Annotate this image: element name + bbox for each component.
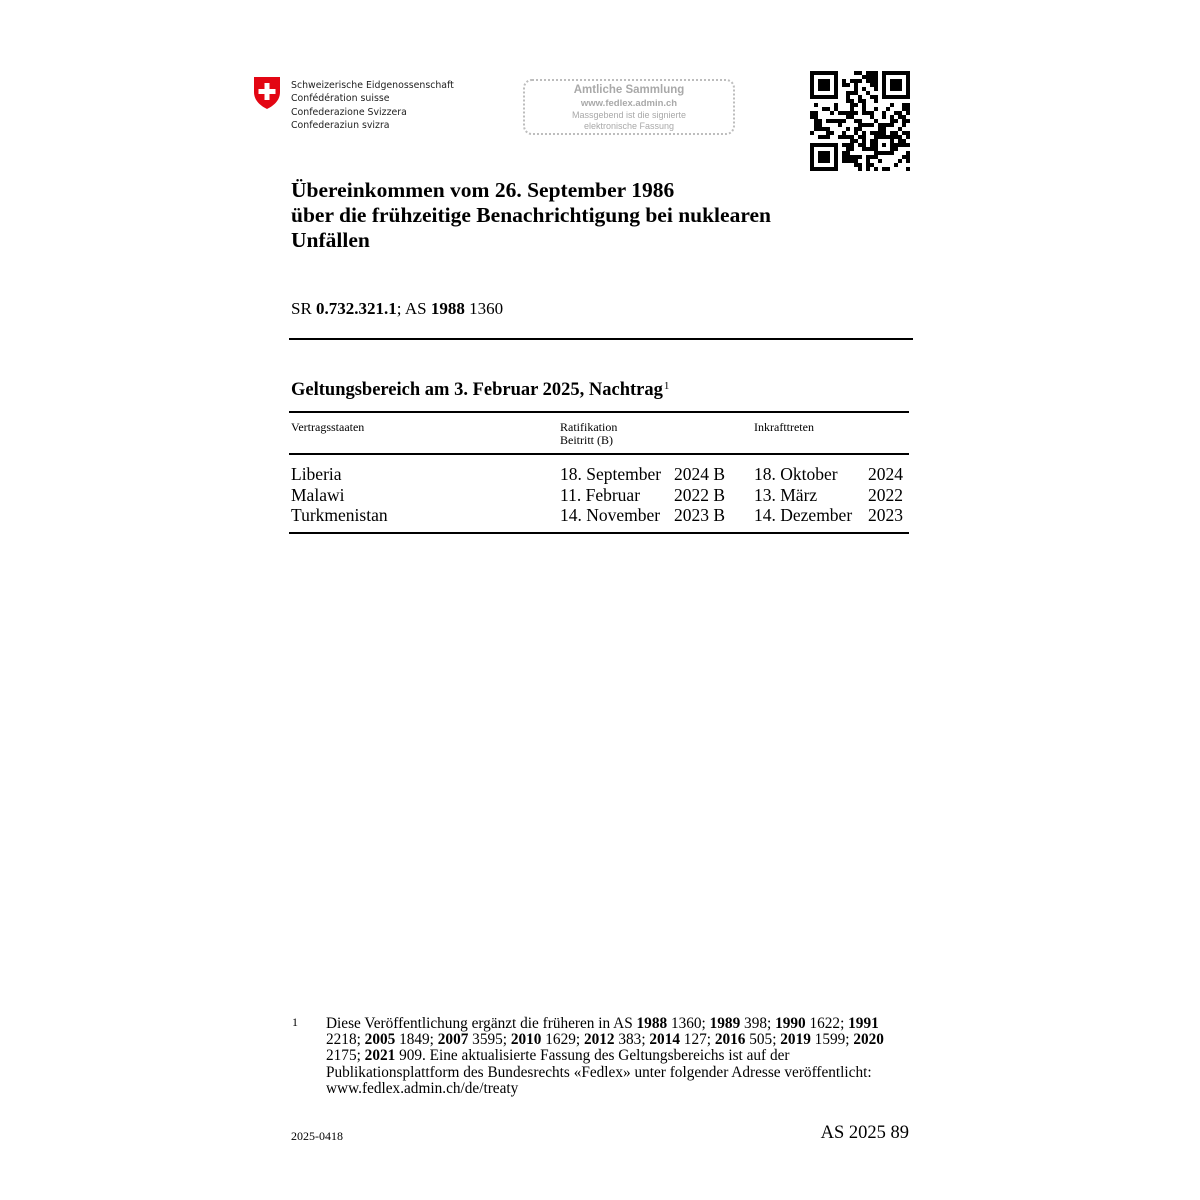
sr-number: 0.732.321.1 [316, 299, 397, 318]
footnote-year: 2007 [437, 1031, 469, 1049]
footnote-year: 2021 [364, 1047, 396, 1065]
federation-line-fr: Confédération suisse [291, 93, 390, 105]
subtitle-footnote-mark[interactable]: 1 [663, 380, 670, 392]
subtitle-text: Geltungsbereich am 3. Februar 2025, Nachtrag [291, 380, 663, 400]
header-ratification [560, 421, 617, 447]
footnote-run: 505; [745, 1031, 781, 1049]
table-body [289, 455, 909, 532]
cell-state: Turkmenistan [291, 505, 388, 525]
official-collection-stamp [523, 79, 735, 135]
header-states: Vertragsstaaten [291, 420, 365, 434]
cell-state: Liberia [291, 464, 342, 484]
header-ratification-line-2: Beitritt (B) [560, 433, 613, 447]
footnote-run: 1629; [541, 1031, 584, 1049]
footnote-year: 1990 [775, 1015, 806, 1032]
footnote-year: 1989 [709, 1015, 741, 1032]
footnote-run: 1622; [805, 1015, 849, 1032]
footnote-run: 2218; [326, 1031, 365, 1049]
stamp-title: Amtliche Sammlung [573, 84, 685, 96]
title-divider [289, 338, 913, 340]
document-number: 2025-0418 [291, 1129, 343, 1143]
sr-prefix: SR [291, 299, 317, 318]
cell-ratification-year: 2022 B [674, 484, 726, 505]
cell-ratification-date: 11. Februar [560, 484, 641, 505]
footnote-run: 1849; [395, 1031, 438, 1049]
document-title [291, 178, 771, 253]
footnote-year: 2014 [649, 1031, 680, 1049]
title-line-1: Übereinkommen vom 26. September 1986 [291, 178, 675, 202]
federation-line-de: Schweizerische Eidgenossenschaft [291, 80, 454, 91]
table-bottom-rule [289, 532, 909, 534]
as-year: 1988 [430, 299, 465, 318]
stamp-url[interactable]: www.fedlex.admin.ch [580, 98, 678, 109]
scope-table [289, 411, 909, 534]
title-line-3: Unfällen [291, 228, 370, 252]
footnote-run: 383; [614, 1031, 650, 1049]
footnote-mark: 1 [292, 1015, 298, 1029]
cell-entry-date: 14. Dezember [754, 505, 853, 525]
stamp-note-1: Massgebend ist die signierte [571, 110, 687, 120]
footnote-year: 2010 [510, 1031, 542, 1049]
footnote-year: 2020 [853, 1031, 884, 1049]
header-entry-into-force: Inkrafttreten [754, 420, 814, 434]
federation-names [291, 79, 454, 133]
cell-entry-year: 2022 [868, 484, 903, 505]
footnote-run: 127; [679, 1031, 715, 1049]
cell-ratification-date: 18. September [560, 464, 662, 484]
footnote-year: 2005 [364, 1031, 396, 1049]
stamp-note-2: elektronische Fassung [583, 121, 675, 131]
cell-ratification-year: 2024 B [674, 464, 726, 484]
table-header [289, 413, 909, 453]
cell-ratification-date: 14. November [560, 505, 661, 525]
swiss-flag-icon [253, 76, 281, 110]
cell-entry-year: 2024 [868, 464, 903, 484]
footnote-run: 398; [740, 1015, 776, 1032]
scope-subtitle [291, 374, 669, 402]
footnote-year: 1991 [848, 1015, 879, 1032]
sr-separator: ; AS [396, 299, 431, 318]
footnote-text [326, 1016, 886, 1097]
footnote-run: 909. Eine aktualisierte Fassung des Geltungsbereichs ist auf der Publikationsplattform des Bundesrechts «Fedlex» unter folgender Adresse veröffentlicht: www.fedlex.admin.ch/de/treaty [326, 1047, 872, 1097]
cell-entry-date: 13. März [754, 484, 818, 505]
sr-reference [291, 298, 503, 320]
footnote-year: 2012 [583, 1031, 615, 1049]
federation-line-rm: Confederaziun svizra [291, 120, 390, 132]
footnote-run: 2175; [326, 1047, 365, 1065]
footnote-run: Diese Veröffentlichung ergänzt die früheren in AS [326, 1015, 637, 1032]
federation-line-it: Confederazione Svizzera [291, 106, 407, 118]
as-page: 1360 [464, 299, 504, 318]
footnote-year: 1988 [636, 1015, 668, 1032]
footnote-year: 2019 [780, 1031, 811, 1049]
footnote-year: 2016 [714, 1031, 746, 1049]
table-row [289, 464, 909, 485]
as-reference: AS 2025 89 [820, 1123, 909, 1143]
footnote-run: 1599; [810, 1031, 854, 1049]
table-row [289, 505, 909, 526]
cross-horizontal [259, 89, 276, 94]
footnote-run: 3595; [468, 1031, 511, 1049]
cell-ratification-year: 2023 B [674, 505, 726, 525]
cell-entry-year: 2023 [868, 505, 903, 525]
cell-entry-date: 18. Oktober [754, 464, 838, 484]
cell-state: Malawi [291, 484, 345, 505]
header-ratification-line-1: Ratifikation [560, 420, 618, 434]
footnote-run: 1360; [667, 1015, 710, 1032]
table-row [289, 485, 909, 506]
qr-code-icon [810, 71, 910, 171]
title-line-2: über die frühzeitige Benachrichtigung bei nuklearen [291, 203, 771, 227]
